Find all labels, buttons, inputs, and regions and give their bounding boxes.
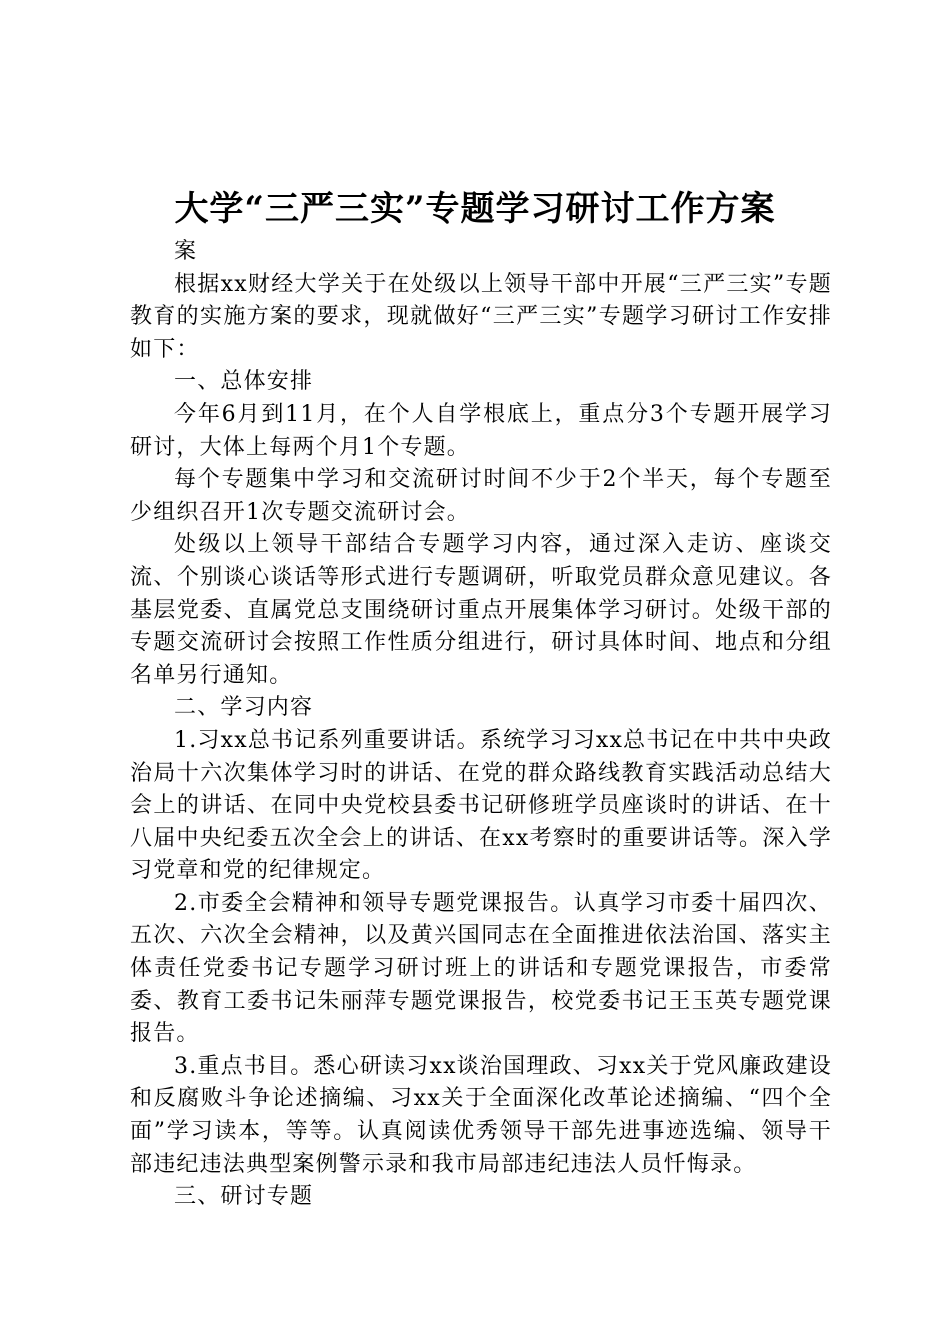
- paragraph-study-time: 每个专题集中学习和交流研讨时间不少于2个半天，每个专题至少组织召开1次专题交流研讨会。: [130, 467, 832, 525]
- paragraph-item-2: 2.市委全会精神和领导专题党课报告。认真学习市委十届四次、五次、六次全会精神，以及黄兴国同志在全面推进依法治国、落实主体责任党委书记专题学习研讨班上的讲话和专题党课报告，市委常委、教育工委书记朱丽萍专题党课报告，校党委书记王玉英专题党课报告。: [130, 890, 832, 1047]
- paragraph-item-1: 1.习xx总书记系列重要讲话。系统学习习xx总书记在中共中央政治局十六次集体学习时的讲话、在党的群众路线教育实践活动总结大会上的讲话、在同中央党校县委书记研修班学员座谈时的讲话、在十八届中央纪委五次全会上的讲话、在xx考察时的重要讲话等。深入学习党章和党的纪律规定。: [130, 727, 832, 884]
- section-heading-topics: 三、研讨专题: [174, 1184, 314, 1210]
- paragraph-item-3: 3.重点书目。悉心研读习xx谈治国理政、习xx关于党风廉政建设和反腐败斗争论述摘编、习xx关于全面深化改革论述摘编、“四个全面”学习读本，等等。认真阅读优秀领导干部先进事迹选编、领导干部违纪违法典型案例警示录和我市局部违纪违法人员忏悔录。: [130, 1053, 832, 1177]
- paragraph-schedule: 今年6月到11月，在个人自学根底上，重点分3个专题开展学习研讨，大体上每两个月1个专题。: [130, 401, 832, 460]
- section-heading-overall: 一、总体安排: [174, 369, 314, 395]
- paragraph-research: 处级以上领导干部结合专题学习内容，通过深入走访、座谈交流、个别谈心谈话等形式进行专题调研，听取党员群众意见建议。各基层党委、直属党总支围绕研讨重点开展集体学习研讨。处级干部的专题交流研讨会按照工作性质分组进行，研讨具体时间、地点和分组名单另行通知。: [130, 532, 832, 688]
- document-title: 大学“三严三实”专题学习研讨工作方案: [174, 189, 776, 229]
- document-body: [130, 236, 832, 1214]
- section-heading-content: 二、学习内容: [174, 695, 314, 721]
- paragraph-intro: 根据xx财经大学关于在处级以上领导干部中开展“三严三实”专题教育的实施方案的要求，现就做好“三严三实”专题学习研讨工作安排如下：: [130, 271, 832, 362]
- paragraph-case: 案: [174, 239, 198, 264]
